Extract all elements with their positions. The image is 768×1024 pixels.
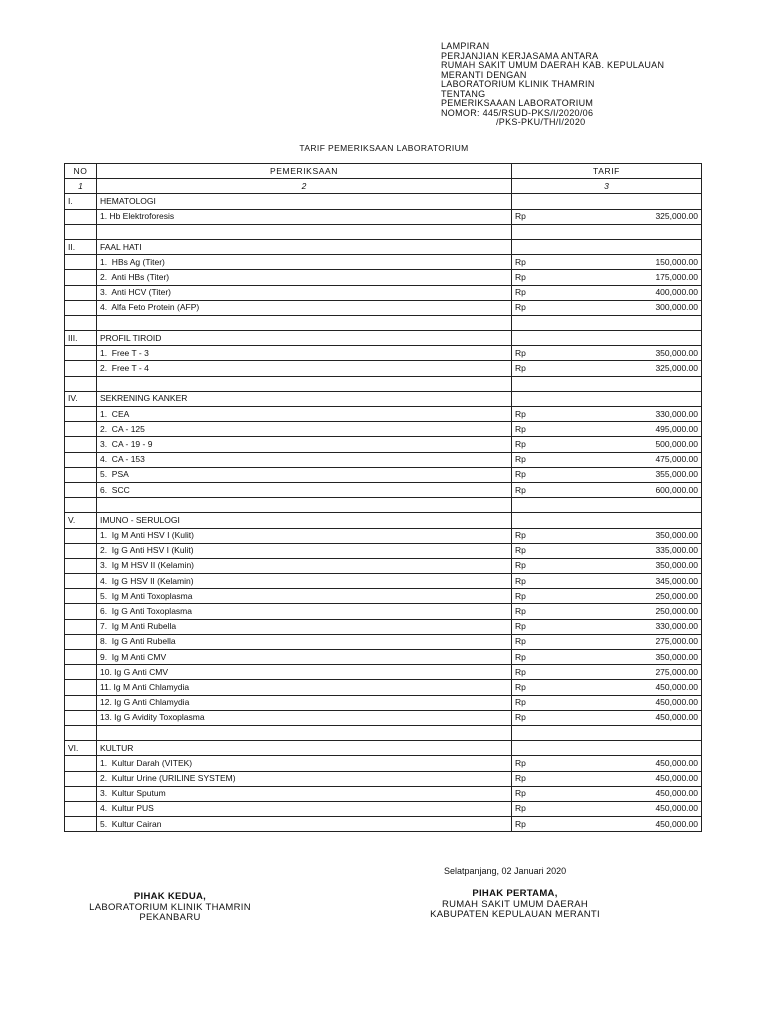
exam-name: 8. Ig G Anti Rubella [97,634,512,649]
table-row [65,361,702,376]
currency-label: Rp [515,606,526,617]
currency-label: Rp [515,347,526,358]
exam-name: 3. CA - 19 - 9 [97,437,512,452]
currency-label: Rp [515,438,526,449]
empty-cell [65,574,97,589]
empty-cell [65,452,97,467]
exam-name: 5. PSA [97,467,512,482]
currency-label: Rp [515,363,526,374]
first-party-city: KABUPATEN KEPULAUAN MERANTI [430,909,600,920]
empty-cell [65,801,97,816]
price-value: 350,000.00 [655,530,698,541]
empty-cell [512,315,702,330]
price-cell [512,255,702,270]
price-cell [512,270,702,285]
table-row [65,634,702,649]
exam-name: 6. Ig G Anti Toxoplasma [97,604,512,619]
table-row [65,452,702,467]
currency-label: Rp [515,636,526,647]
exam-name: 4. Kultur PUS [97,801,512,816]
section-name: SEKRENING KANKER [97,391,512,406]
second-party-city: PEKANBARU [139,912,201,923]
empty-cell [65,482,97,497]
exam-name: 12. Ig G Anti Chlamydia [97,695,512,710]
section-row [65,391,702,406]
empty-cell [65,604,97,619]
currency-label: Rp [515,681,526,692]
empty-cell [97,315,512,330]
price-value: 450,000.00 [655,757,698,768]
section-number: I. [65,194,97,209]
empty-cell [512,725,702,740]
table-row [65,650,702,665]
table-row [65,255,702,270]
section-row [65,741,702,756]
currency-label: Rp [515,302,526,313]
second-party-block [60,892,280,924]
price-value: 355,000.00 [655,469,698,480]
empty-cell [97,725,512,740]
empty-cell [65,209,97,224]
currency-label: Rp [515,621,526,632]
empty-cell [65,224,97,239]
empty-cell [65,710,97,725]
price-cell [512,589,702,604]
empty-cell [65,619,97,634]
empty-cell [65,589,97,604]
price-value: 325,000.00 [655,211,698,222]
price-cell [512,665,702,680]
empty-cell [65,786,97,801]
exam-name: 1. CEA [97,407,512,422]
section-name: FAAL HATI [97,239,512,254]
second-party-role: PIHAK KEDUA, [133,891,207,902]
exam-name: 2. Anti HBs (Titer) [97,270,512,285]
header-line: RUMAH SAKIT UMUM DAERAH KAB. KEPULAUAN [441,60,665,70]
spacer-row [65,725,702,740]
exam-name: 6. SCC [97,482,512,497]
empty-cell [65,422,97,437]
section-row [65,331,702,346]
price-cell [512,407,702,422]
price-cell [512,422,702,437]
table-row [65,771,702,786]
exam-name: 4. Ig G HSV II (Kelamin) [97,574,512,589]
price-cell [512,650,702,665]
empty-cell [65,771,97,786]
empty-cell [65,437,97,452]
empty-cell [65,255,97,270]
price-cell [512,528,702,543]
column-header-tarif: TARIF [512,164,702,179]
document-title: TARIF PEMERIKSAAN LABORATORIUM [299,143,469,153]
empty-cell [512,194,702,209]
empty-cell [65,528,97,543]
currency-label: Rp [515,423,526,434]
price-cell [512,619,702,634]
spacer-row [65,376,702,391]
currency-label: Rp [515,697,526,708]
price-value: 275,000.00 [655,666,698,677]
table-row [65,482,702,497]
price-value: 450,000.00 [655,788,698,799]
price-cell [512,710,702,725]
exam-name: 3. Anti HCV (Titer) [97,285,512,300]
empty-cell [65,361,97,376]
currency-label: Rp [515,408,526,419]
exam-name: 1. Free T - 3 [97,346,512,361]
table-row [65,589,702,604]
price-cell [512,801,702,816]
exam-name: 5. Kultur Cairan [97,817,512,832]
price-cell [512,482,702,497]
table-row [65,528,702,543]
empty-cell [512,391,702,406]
price-cell [512,467,702,482]
table-index-row [65,179,702,194]
empty-cell [65,634,97,649]
price-value: 450,000.00 [655,697,698,708]
price-cell [512,756,702,771]
currency-label: Rp [515,560,526,571]
empty-cell [512,741,702,756]
empty-cell [512,239,702,254]
header-line: TENTANG [441,88,486,99]
exam-name: 2. Kultur Urine (URILINE SYSTEM) [97,771,512,786]
currency-label: Rp [515,757,526,768]
exam-name: 13. Ig G Avidity Toxoplasma [97,710,512,725]
table-row [65,680,702,695]
empty-cell [65,300,97,315]
price-cell [512,346,702,361]
currency-label: Rp [515,454,526,465]
price-value: 450,000.00 [655,818,698,829]
exam-name: 3. Ig M HSV II (Kelamin) [97,558,512,573]
price-cell [512,543,702,558]
currency-label: Rp [515,530,526,541]
place-date: Selatpanjang, 02 Januari 2020 [444,866,567,876]
column-index: 1 [65,179,97,194]
currency-label: Rp [515,773,526,784]
column-index: 2 [97,179,512,194]
price-value: 150,000.00 [655,256,698,267]
price-cell [512,604,702,619]
table-row [65,817,702,832]
table-row [65,665,702,680]
section-number: V. [65,513,97,528]
exam-name: 1. Kultur Darah (VITEK) [97,756,512,771]
price-cell [512,437,702,452]
price-value: 600,000.00 [655,484,698,495]
currency-label: Rp [515,788,526,799]
exam-name: 10. Ig G Anti CMV [97,665,512,680]
exam-name: 2. Ig G Anti HSV I (Kulit) [97,543,512,558]
currency-label: Rp [515,590,526,601]
currency-label: Rp [515,803,526,814]
currency-label: Rp [515,545,526,556]
price-cell [512,300,702,315]
currency-label: Rp [515,469,526,480]
empty-cell [65,498,97,513]
price-cell [512,634,702,649]
price-cell [512,574,702,589]
price-value: 350,000.00 [655,651,698,662]
section-number: II. [65,239,97,254]
header-line: MERANTI DENGAN [441,69,527,80]
empty-cell [512,513,702,528]
empty-cell [65,680,97,695]
appendix-header [441,42,664,128]
price-value: 500,000.00 [655,438,698,449]
empty-cell [65,817,97,832]
price-cell [512,209,702,224]
exam-name: 9. Ig M Anti CMV [97,650,512,665]
header-line: PEMERIKSAAAN LABORATORIUM [441,98,594,108]
first-party-block [410,889,620,921]
currency-label: Rp [515,818,526,829]
table-row [65,543,702,558]
empty-cell [97,498,512,513]
price-value: 250,000.00 [655,606,698,617]
table-header-row [65,164,702,179]
price-value: 350,000.00 [655,560,698,571]
price-value: 345,000.00 [655,575,698,586]
price-cell [512,695,702,710]
empty-cell [512,331,702,346]
exam-name: 4. Alfa Feto Protein (AFP) [97,300,512,315]
price-value: 495,000.00 [655,423,698,434]
exam-name: 1. Ig M Anti HSV I (Kulit) [97,528,512,543]
empty-cell [65,558,97,573]
price-value: 300,000.00 [655,302,698,313]
table-row [65,710,702,725]
price-value: 450,000.00 [655,773,698,784]
first-party-role: PIHAK PERTAMA, [472,888,558,899]
price-cell [512,558,702,573]
table-row [65,285,702,300]
price-value: 450,000.00 [655,712,698,723]
empty-cell [512,224,702,239]
empty-cell [97,224,512,239]
price-value: 250,000.00 [655,590,698,601]
currency-label: Rp [515,484,526,495]
table-row [65,695,702,710]
section-name: PROFIL TIROID [97,331,512,346]
empty-cell [65,270,97,285]
column-header-no: NO [65,164,97,179]
table-row [65,437,702,452]
empty-cell [65,695,97,710]
header-line: LAMPIRAN [441,41,490,51]
currency-label: Rp [515,256,526,267]
exam-name: 5. Ig M Anti Toxoplasma [97,589,512,604]
spacer-row [65,315,702,330]
empty-cell [97,376,512,391]
price-value: 175,000.00 [655,271,698,282]
second-party-org: LABORATORIUM KLINIK THAMRIN [89,901,251,913]
section-name: HEMATOLOGI [97,194,512,209]
price-value: 350,000.00 [655,347,698,358]
exam-name: 7. Ig M Anti Rubella [97,619,512,634]
currency-label: Rp [515,666,526,677]
empty-cell [65,346,97,361]
price-value: 475,000.00 [655,454,698,465]
price-value: 450,000.00 [655,803,698,814]
table-row [65,407,702,422]
empty-cell [65,376,97,391]
empty-cell [65,650,97,665]
section-row [65,239,702,254]
exam-name: 2. Free T - 4 [97,361,512,376]
empty-cell [65,665,97,680]
empty-cell [512,498,702,513]
currency-label: Rp [515,575,526,586]
exam-name: 4. CA - 153 [97,452,512,467]
table-row [65,467,702,482]
price-value: 450,000.00 [655,681,698,692]
table-row [65,300,702,315]
empty-cell [65,543,97,558]
price-value: 400,000.00 [655,287,698,298]
section-name: IMUNO - SERULOGI [97,513,512,528]
tariff-table [64,163,702,832]
table-row [65,422,702,437]
empty-cell [65,725,97,740]
table-row [65,801,702,816]
empty-cell [65,756,97,771]
currency-label: Rp [515,211,526,222]
header-line: NOMOR: 445/RSUD-PKS/I/2020/06 [441,107,594,118]
table-row [65,209,702,224]
currency-label: Rp [515,287,526,298]
spacer-row [65,498,702,513]
column-header-pemeriksaan: PEMERIKSAAN [97,164,512,179]
column-index: 3 [512,179,702,194]
section-row [65,513,702,528]
exam-name: 1. HBs Ag (Titer) [97,255,512,270]
header-line: PERJANJIAN KERJASAMA ANTARA [441,50,599,61]
section-number: VI. [65,741,97,756]
table-row [65,786,702,801]
empty-cell [65,467,97,482]
header-line: /PKS-PKU/TH/I/2020 [496,117,586,127]
price-cell [512,361,702,376]
price-value: 275,000.00 [655,636,698,647]
spacer-row [65,224,702,239]
price-value: 330,000.00 [655,408,698,419]
price-value: 335,000.00 [655,545,698,556]
section-number: IV. [65,391,97,406]
exam-name: 1. Hb Elektroforesis [97,209,512,224]
exam-name: 3. Kultur Sputum [97,786,512,801]
table-row [65,619,702,634]
empty-cell [65,285,97,300]
exam-name: 2. CA - 125 [97,422,512,437]
price-cell [512,771,702,786]
empty-cell [65,315,97,330]
price-cell [512,452,702,467]
exam-name: 11. Ig M Anti Chlamydia [97,680,512,695]
price-cell [512,817,702,832]
empty-cell [65,407,97,422]
section-row [65,194,702,209]
header-line: LABORATORIUM KLINIK THAMRIN [441,79,595,89]
currency-label: Rp [515,271,526,282]
first-party-org: RUMAH SAKIT UMUM DAERAH [441,898,589,910]
price-value: 325,000.00 [655,363,698,374]
table-row [65,574,702,589]
table-row [65,756,702,771]
currency-label: Rp [515,651,526,662]
empty-cell [512,376,702,391]
price-cell [512,786,702,801]
currency-label: Rp [515,712,526,723]
section-number: III. [65,331,97,346]
table-row [65,558,702,573]
price-cell [512,285,702,300]
table-row [65,270,702,285]
section-name: KULTUR [97,741,512,756]
table-row [65,346,702,361]
table-row [65,604,702,619]
price-cell [512,680,702,695]
price-value: 330,000.00 [655,621,698,632]
